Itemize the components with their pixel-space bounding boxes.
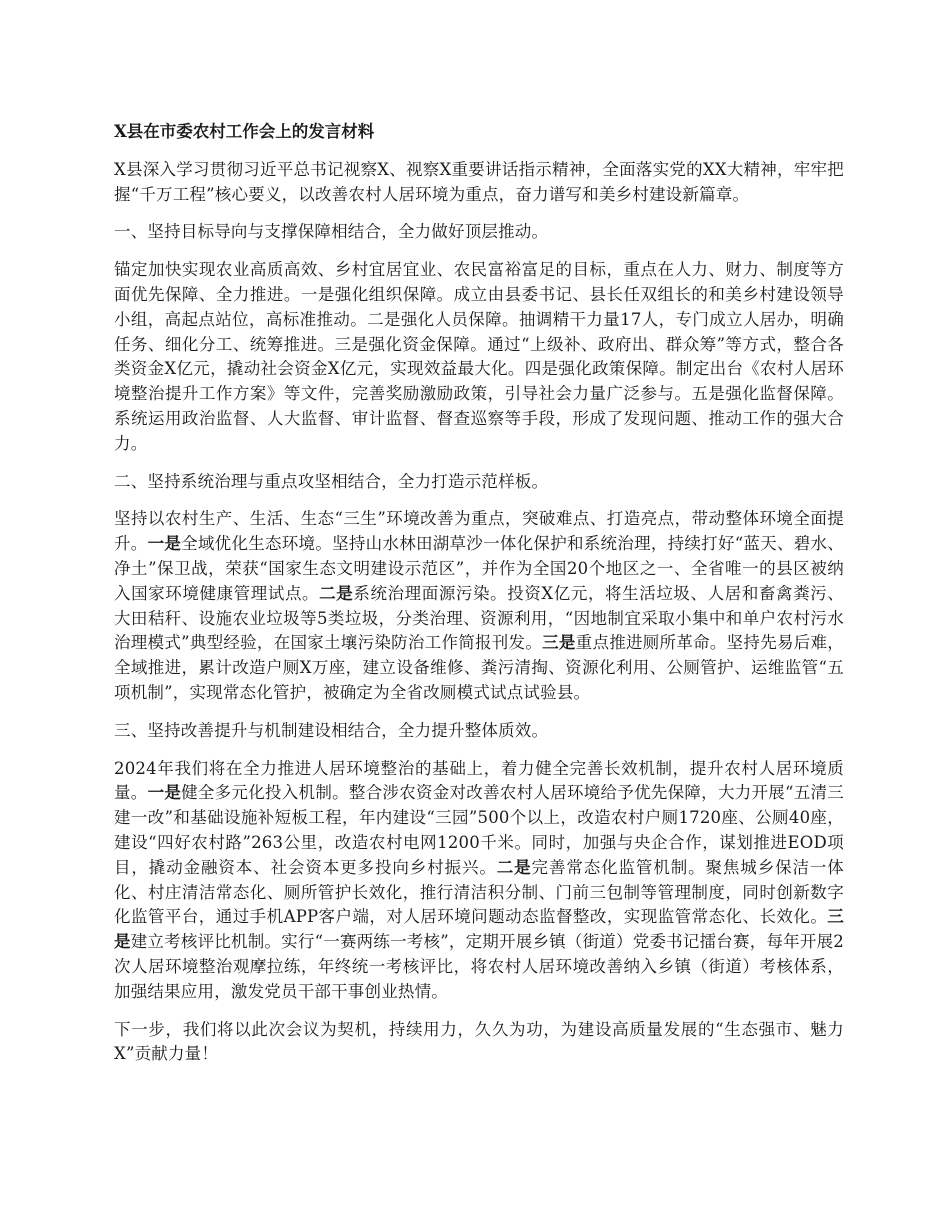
document-page [114,120,844,1080]
document-title: X县在市委农村工作会上的发言材料 [114,122,375,141]
paragraph-text: X县深入学习贯彻习近平总书记视察X、视察X重要讲话指示精神，全面落实党的XX大精神，牢牢把握“千万工程”核心要义，以改善农村人居环境为重点，奋力谱写和美乡村建设新篇章。 [114,159,844,204]
bold-lead-text: 三是 [542,633,576,653]
paragraph-text: 锚定加快实现农业高质高效、乡村宜居宜业、农民富裕富足的目标，重点在人力、财力、制度等方面优先保障、全力推进。一是强化组织保障。成立由县委书记、县长任双组长的和美乡村建设领导小组，高起点站位，高标准推动。二是强化人员保障。抽调精干力量17人，专门成立人居办，明确任务、细化分工、统筹推进。三是强化资金保障。通过“上级补、政府出、群众筹”等方式，整合各类资金X亿元，撬动社会资金X亿元，实现效益最大化。四是强化政策保障。制定出台《农村人居环境整治提升工作方案》等文件，完善奖励激励政策，引导社会力量广泛参与。五是强化监督保障。系统运用政治监督、人大监督、审计监督、督查巡察等手段，形成了发现问题、推动工作的强大合力。 [114,260,844,453]
paragraph [114,1018,844,1068]
paragraph-text: 一、坚持目标导向与支撑保障相结合，全力做好顶层推动。 [114,222,549,242]
paragraph-text: 完善常态化监管机制。聚焦城乡保洁一体化、村庄清洁常态化、厕所管护长效化，推行清洁积分制、门前三包制等管理制度，同时创新数字化监管平台，通过手机APP客户端，对人居环境问题动态监督整改，实现监管常态化、长效化。 [114,857,844,927]
bold-lead-text: 二是 [496,857,532,877]
paragraph [114,719,844,744]
paragraph-text: 建立考核评比机制。实行“一赛两练一考核”，定期开展乡镇（街道）党委书记擂台赛，每年开展2次人居环境整治观摩拉练，年终统一考核评比，将农村人居环境改善纳入乡镇（街道）考核体系，加强结果应用，激发党员干部干事创业热情。 [114,932,844,1001]
bold-lead-text: 一是 [147,534,182,554]
paragraph [114,470,844,495]
paragraph-text: 健全多元化投入机制。整合涉农资金对改善农村人居环境给予优先保障，大力开展“五清三建一改”和基础设施补短板工程，年内建设“三园”500个以上，改造农村户厕1720座、公厕40座，建设“四好农村路”263公里，改造农村电网1200千米。同时，加强与央企合作，谋划推进EOD项目，撬动金融资本、社会资本更多投向乡村振兴。 [114,783,845,877]
paragraph [114,258,844,456]
paragraph [114,507,844,705]
paragraph-text: 2024年我们将在全力推进人居环境整治的基础上，着力健全完善长效机制，提升农村人居环境质量。 [114,758,844,803]
paragraph-text: 坚持以农村生产、生活、生态“三生”环境改善为重点，突破难点、打造亮点，带动整体环境全面提升。 [114,509,844,554]
document-body [114,158,844,1067]
paragraph-text: 全域优化生态环境。坚持山水林田湖草沙一体化保护和系统治理，持续打好“蓝天、碧水、净土”保卫战，荣获“国家生态文明建设示范区”，并作为全国20个地区之一、全省唯一的县区被纳入国家环境健康管理试点。 [114,534,845,603]
paragraph-text: 系统治理面源污染。投资X亿元，将生活垃圾、人居和畜禽粪污、大田秸秆、设施农业垃圾等5类垃圾，分类治理、资源利用，“因地制宜采取小集中和单户农村污水治理模式”典型经验，在国家土壤污染防治工作简报刊发。 [114,583,844,653]
paragraph-text: 二、坚持系统治理与重点攻坚相结合，全力打造示范样板。 [114,471,549,491]
paragraph-text: 下一步，我们将以此次会议为契机，持续用力，久久为功，为建设高质量发展的“生态强市、魅力X”贡献力量！ [114,1019,844,1064]
paragraph-text: 三、坚持改善提升与机制建设相结合，全力提升整体质效。 [114,720,549,740]
bold-lead-text: 二是 [319,583,354,603]
bold-lead-text: 三是 [114,907,844,952]
paragraph [114,158,844,208]
paragraph [114,757,844,1005]
paragraph [114,220,844,245]
paragraph-text: 重点推进厕所革命。坚持先易后难，全域推进，累计改造户厕X万座，建立设备维修、粪污清掏、资源化利用、公厕管护、运维监管“五项机制”，实现常态化管护，被确定为全省改厕模式试点试验县。 [114,633,845,702]
bold-lead-text: 一是 [147,783,182,803]
